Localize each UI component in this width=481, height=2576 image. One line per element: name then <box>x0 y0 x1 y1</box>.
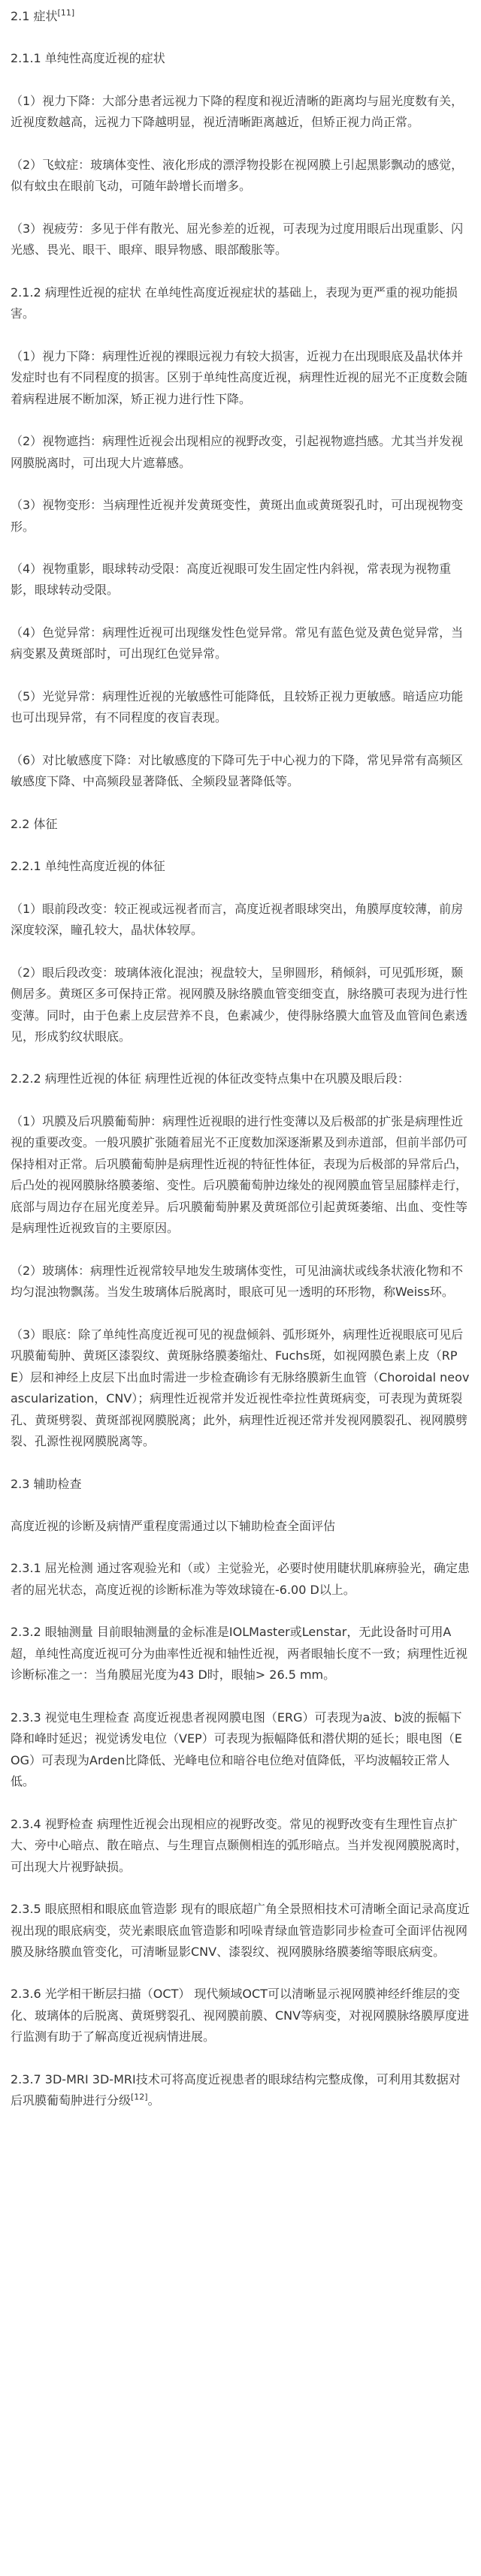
paragraph: （4）色觉异常：病理性近视可出现继发性色觉异常。常见有蓝色觉及黄色觉异常，当病变累及黄斑部时，可出现红色觉异常。 <box>11 625 464 661</box>
paragraph: 2.3.5 眼底照相和眼底血管造影 现有的眼底超广角全景照相技术可清晰全面记录高度近视出现的眼底病变，荧光素眼底血管造影和吲哚青绿血管造影同步检查可全面评估视网膜及脉络膜血管变化，可清晰显影CNV、漆裂纹、视网膜脉络膜萎缩等眼底病变。 <box>11 1902 470 1959</box>
paragraph: （2）飞蚊症：玻璃体变性、液化形成的漂浮物投影在视网膜上引起黑影飘动的感觉，似有蚊虫在眼前飞动，可随年龄增长而增多。 <box>11 157 464 194</box>
paragraph: （1）眼前段改变：较正视或远视者而言，高度近视者眼球突出，角膜厚度较薄，前房深度较深，瞳孔较大，晶状体较厚。 <box>11 901 464 938</box>
paragraph: （6）对比敏感度下降：对比敏感度的下降可先于中心视力的下降，常见异常有高频区敏感度下降、中高频段显著降低、全频段显著降低等。 <box>11 752 464 789</box>
paragraph: （4）视物重影，眼球转动受限：高度近视眼可发生固定性内斜视，常表现为视物重影，眼球转动受限。 <box>11 561 452 598</box>
paragraph: 2.3.2 眼轴测量 目前眼轴测量的金标准是IOLMaster或Lenstar，无此设备时可用A超，单纯性高度近视可分为曲率性近视和轴性近视，两者眼轴长度不一致；病理性近视诊断标准之一：当角膜屈光度为43 D时，眼轴> 26.5 mm。 <box>11 1625 468 1683</box>
paragraph: （2）视物遮挡：病理性近视会出现相应的视野改变，引起视物遮挡感。尤其当并发视网膜脱离时，可出现大片遮幕感。 <box>11 434 464 470</box>
subsection-heading: 2.1.1 单纯性高度近视的症状 <box>11 51 165 66</box>
paragraph: 2.3.4 视野检查 病理性近视会出现相应的视野改变。常见的视野改变有生理性盲点扩大、旁中心暗点、散在暗点、与生理盲点颞侧相连的弧形暗点。当并发视网膜脱离时，可出现大片视野缺损。 <box>11 1816 468 1874</box>
paragraph: 2.3.1 屈光检测 通过客观验光和（或）主觉验光，必要时使用睫状肌麻痹验光，确定患者的屈光状态，高度近视的诊断标准为等效球镜在-6.00 D以上。 <box>11 1561 470 1597</box>
paragraph: （1）巩膜及后巩膜葡萄肿：病理性近视眼的进行性变薄以及后极部的扩张是病理性近视的重要改变。一般巩膜扩张随着屈光不正度数加深逐渐累及到赤道部，但前半部仍可保持相对正常。后巩膜葡萄肿是病理性近视的特征性体征，表现为后极部的异常后凸，后凸处的视网膜脉络膜萎缩、变性。后巩膜葡萄肿边缘处的视网膜血管呈屈膝样走行，底部与周边存在屈光度差异。后巩膜葡萄肿累及黄斑部位引起黄斑萎缩、出血、变性等是病理性近视致盲的主要原因。 <box>11 1113 468 1236</box>
paragraph: （1）视力下降：病理性近视的裸眼远视力有较大损害，近视力在出现眼底及晶状体并发症时也有不同程度的损害。区别于单纯性高度近视，病理性近视的屈光不正度数会随着病程进展不断加深，矫正视力进行性下降。 <box>11 348 468 406</box>
paragraph: （3）视物变形：当病理性近视并发黄斑变性，黄斑出血或黄斑裂孔时，可出现视物变形。 <box>11 498 464 534</box>
section-heading: 2.2 体征 <box>11 816 58 831</box>
paragraph: 2.1.2 病理性近视的症状 在单纯性高度近视症状的基础上，表现为更严重的视功能损害。 <box>11 285 458 321</box>
paragraph: 2.3.7 3D-MRI 3D-MRI技术可将高度近视患者的眼球结构完整成像，可利用其数据对后巩膜葡萄肿进行分级[12]。 <box>11 2071 461 2108</box>
paragraph: 2.3.3 视觉电生理检查 高度近视患者视网膜电图（ERG）可表现为a波、b波的振幅下降和峰时延迟；视觉诱发电位（VEP）可表现为振幅降低和潜伏期的延长；眼电图（EOG）可表现为Arden比降低、光峰电位和暗谷电位绝对值降低，平均波幅较正常人低。 <box>11 1710 462 1789</box>
paragraph: （1）视力下降：大部分患者远视力下降的程度和视近清晰的距离均与屈光度数有关，近视度数越高，远视力下降越明显，视近清晰距离越近，但矫正视力尚正常。 <box>11 93 464 130</box>
paragraph: 2.2.2 病理性近视的体征 病理性近视的体征改变特点集中在巩膜及眼后段： <box>11 1071 410 1086</box>
paragraph: 高度近视的诊断及病情严重程度需通过以下辅助检查全面评估 <box>11 1518 336 1533</box>
paragraph: （2）玻璃体：病理性近视常较早地发生玻璃体变性，可见油滴状或线条状液化物和不均匀混浊物飘荡。当发生玻璃体后脱离时，眼底可见一透明的环形物，称Weiss环。 <box>11 1263 464 1300</box>
citation-ref[interactable]: [12] <box>131 2092 148 2103</box>
paragraph: （3）视疲劳：多见于伴有散光、屈光参差的近视，可表现为过度用眼后出现重影、闪光感、畏光、眼干、眼痒、眼异物感、眼部酸胀等。 <box>11 221 464 258</box>
subsection-heading: 2.2.1 单纯性高度近视的体征 <box>11 859 165 874</box>
section-heading: 2.3 辅助检查 <box>11 1476 82 1491</box>
paragraph: （5）光觉异常：病理性近视的光敏感性可能降低，且较矫正视力更敏感。暗适应功能也可出现异常，有不同程度的夜盲表现。 <box>11 688 464 725</box>
paragraph: 2.3.6 光学相干断层扫描（OCT） 现代频域OCT可以清晰显示视网膜神经纤维层的变化、玻璃体的后脱离、黄斑劈裂孔、视网膜前膜、CNV等病变，对视网膜脉络膜厚度进行监测有助于了解高度近视病情进展。 <box>11 1987 470 2044</box>
citation-ref[interactable]: [11] <box>57 8 75 18</box>
section-heading: 2.1 症状[11] <box>11 8 75 23</box>
paragraph: （2）眼后段改变：玻璃体液化混浊；视盘较大，呈卵圆形，稍倾斜，可见弧形斑，颞侧居多。黄斑区多可保持正常。视网膜及脉络膜血管变细变直，脉络膜可表现为进行性变薄。同时，由于色素上皮层营养不良，色素减少，使得脉络膜大血管及血管间色素透见，形成豹纹状眼底。 <box>11 965 468 1044</box>
paragraph: （3）眼底：除了单纯性高度近视可见的视盘倾斜、弧形斑外，病理性近视眼底可见后巩膜葡萄肿、黄斑区漆裂纹、黄斑脉络膜萎缩灶、Fuchs斑，如视网膜色素上皮（RPE）层和神经上皮层下出血时需进一步检查确诊有无脉络膜新生血管（Choroidal neovascularization，CNV）；病理性近视常并发近视性牵拉性黄斑病变，可表现为黄斑裂孔、黄斑劈裂、黄斑部视网膜脱离；此外，病理性近视还常并发视网膜裂孔、视网膜劈裂、孔源性视网膜脱离等。 <box>11 1327 470 1449</box>
